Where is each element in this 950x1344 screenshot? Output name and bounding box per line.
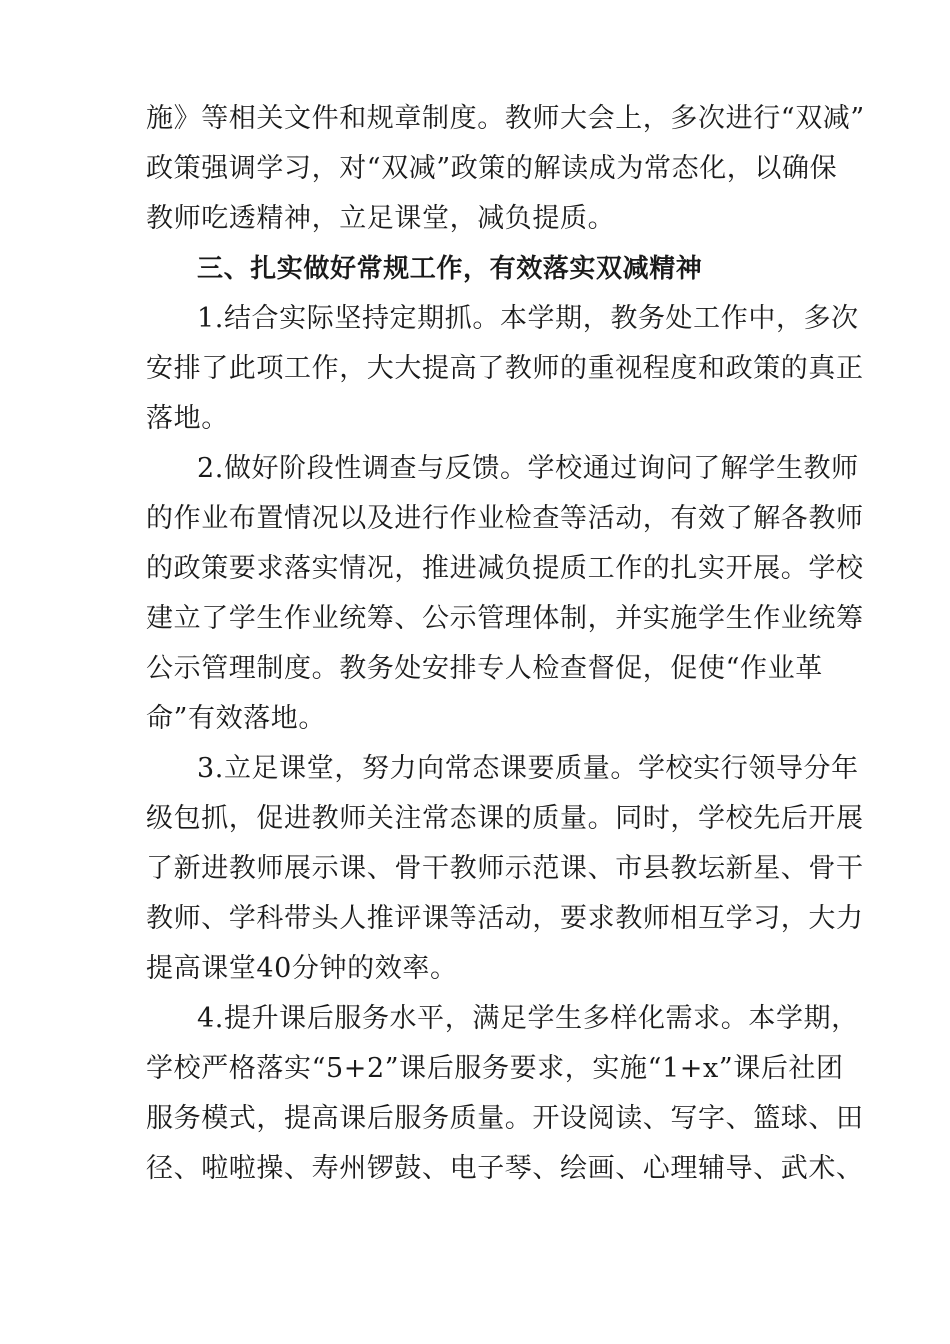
body-text-line: 了新进教师展示课、骨干教师示范课、市县教坛新星、骨干 bbox=[146, 853, 864, 884]
item-2-first-line: 2.做好阶段性调查与反馈。学校通过询问了解学生教师 bbox=[197, 453, 859, 484]
body-text-line: 提高课堂40分钟的效率。 bbox=[146, 953, 458, 984]
item-1-first-line: 1.结合实际坚持定期抓。本学期，教务处工作中，多次 bbox=[197, 303, 859, 334]
body-text-line: 政策强调学习，对“双减”政策的解读成为常态化，以确保 bbox=[146, 153, 838, 184]
item-3-first-line: 3.立足课堂，努力向常态课要质量。学校实行领导分年 bbox=[197, 753, 859, 784]
body-text-line: 学校严格落实“5+2”课后服务要求，实施“1+x”课后社团 bbox=[146, 1053, 844, 1084]
body-text-line: 径、啦啦操、寿州锣鼓、电子琴、绘画、心理辅导、武术、 bbox=[146, 1153, 864, 1184]
body-text-line: 教师、学科带头人推评课等活动，要求教师相互学习，大力 bbox=[146, 903, 864, 934]
body-text-line: 施》等相关文件和规章制度。教师大会上，多次进行“双减” bbox=[146, 103, 865, 134]
item-4-first-line: 4.提升课后服务水平，满足学生多样化需求。本学期， bbox=[197, 1003, 859, 1034]
body-text-line: 安排了此项工作，大大提高了教师的重视程度和政策的真正 bbox=[146, 353, 864, 384]
body-text-line: 教师吃透精神，立足课堂，减负提质。 bbox=[146, 203, 616, 234]
body-text-line: 建立了学生作业统筹、公示管理体制，并实施学生作业统筹 bbox=[146, 603, 864, 634]
body-text-line: 公示管理制度。教务处安排专人检查督促，促使“作业革 bbox=[146, 653, 823, 684]
section-heading: 三、扎实做好常规工作，有效落实双减精神 bbox=[197, 254, 703, 284]
body-text-line: 的作业布置情况以及进行作业检查等活动，有效了解各教师 bbox=[146, 503, 864, 534]
body-text-line: 的政策要求落实情况，推进减负提质工作的扎实开展。学校 bbox=[146, 553, 864, 584]
body-text-line: 级包抓，促进教师关注常态课的质量。同时，学校先后开展 bbox=[146, 803, 864, 834]
body-text-line: 服务模式，提高课后服务质量。开设阅读、写字、篮球、田 bbox=[146, 1103, 864, 1134]
body-text-line: 落地。 bbox=[146, 403, 229, 434]
body-text-line: 命”有效落地。 bbox=[146, 703, 327, 734]
